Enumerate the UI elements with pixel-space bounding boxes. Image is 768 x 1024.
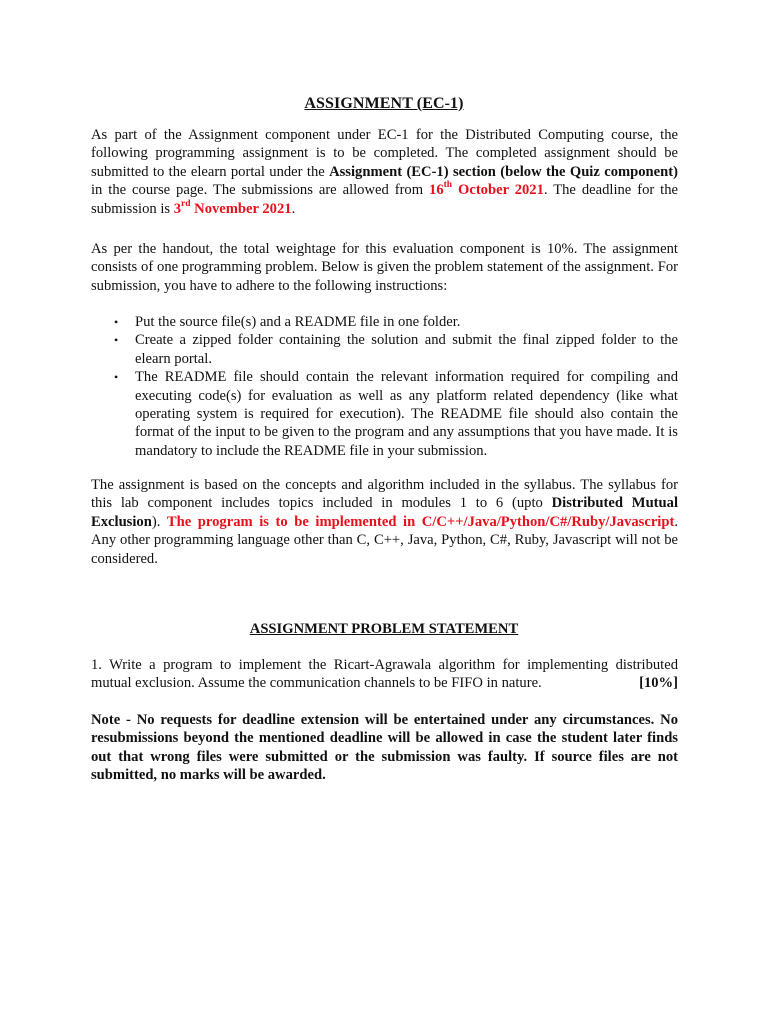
start-date	[429, 182, 544, 198]
deadline-date-day: 3	[173, 200, 182, 217]
problem-statement	[91, 656, 678, 693]
start-date-month-year: October 2021	[452, 182, 544, 199]
intro-text-3: . The deadline for the submission is	[91, 182, 678, 217]
problem-heading: ASSIGNMENT PROBLEM STATEMENT	[249, 621, 519, 637]
start-date-suffix: th	[443, 180, 453, 191]
problem-text: 1. Write a program to implement the Ricart-Agrawala algorithm for implementing distributed mutual exclusion. Assume the communication channels to be FIFO in nature.	[91, 657, 678, 692]
deadline-date	[173, 198, 292, 217]
deadline-date-month-year: November 2021	[190, 200, 292, 217]
instruction-text: Create a zipped folder containing the solution and submit the final zipped folder to the elearn portal.	[135, 332, 678, 367]
problem-marks: [10%]	[639, 675, 678, 692]
syllabus-text-3: . Any other programming language other than C, C++, Java, Python, C#, Ruby, Javascript will not be considered.	[91, 513, 678, 567]
list-item	[91, 368, 678, 460]
syllabus-topic: Distributed Mutual Exclusion	[91, 495, 679, 530]
deadline-date-suffix: rd	[181, 198, 191, 209]
intro-text-2: in the course page. The submissions are allowed from	[91, 182, 430, 199]
intro-paragraph	[91, 126, 678, 218]
list-item	[91, 331, 678, 368]
syllabus-paragraph	[91, 476, 678, 568]
syllabus-text-2: ).	[151, 513, 167, 530]
bullet-icon: •	[114, 315, 119, 329]
instruction-text: Put the source file(s) and a README file in one folder.	[135, 314, 461, 330]
intro-text-4: .	[291, 200, 296, 217]
deadline-note: Note - No requests for deadline extension will be entertained under any circumstances. No resubmissions beyond the mentioned deadline will be allowed in case the student later finds out that wrong files were submitted or the submission was faulty. If source files are not submitted, no marks will be awarded.	[91, 712, 678, 784]
bullet-icon: •	[114, 333, 119, 348]
start-date-day: 16	[429, 182, 444, 199]
intro-section-name: Assignment (EC-1) section (below the Quiz component)	[329, 163, 678, 180]
language-requirement: The program is to be implemented in C/C++/Java/Python/C#/Ruby/Javascript	[166, 513, 675, 530]
handout-paragraph: As per the handout, the total weightage for this evaluation component is 10%. The assignment consists of one programming problem. Below is given the problem statement of the assignment. For submission, you have to adhere to the following instructions:	[91, 241, 678, 294]
instruction-text: The README file should contain the relevant information required for compiling and executing code(s) for evaluation as well as any platform related dependency (like what operating system is required for execution). The README file should also contain the format of the input to be given to the program and any assumptions that you have made. It is mandatory to include the README file in your submission.	[135, 369, 678, 459]
syllabus-text-1: The assignment is based on the concepts and algorithm included in the syllabus. The syllabus for this lab component includes topics included in modules 1 to 6 (upto	[91, 477, 678, 512]
instructions-list	[91, 313, 678, 460]
document-title: ASSIGNMENT (EC-1)	[304, 95, 464, 112]
list-item	[91, 313, 678, 331]
intro-text-1: As part of the Assignment component under EC-1 for the Distributed Computing course, the following programming assignment is to be completed. The completed assignment should be submitted to the elearn portal under the	[91, 127, 678, 180]
bullet-icon: •	[114, 370, 119, 385]
